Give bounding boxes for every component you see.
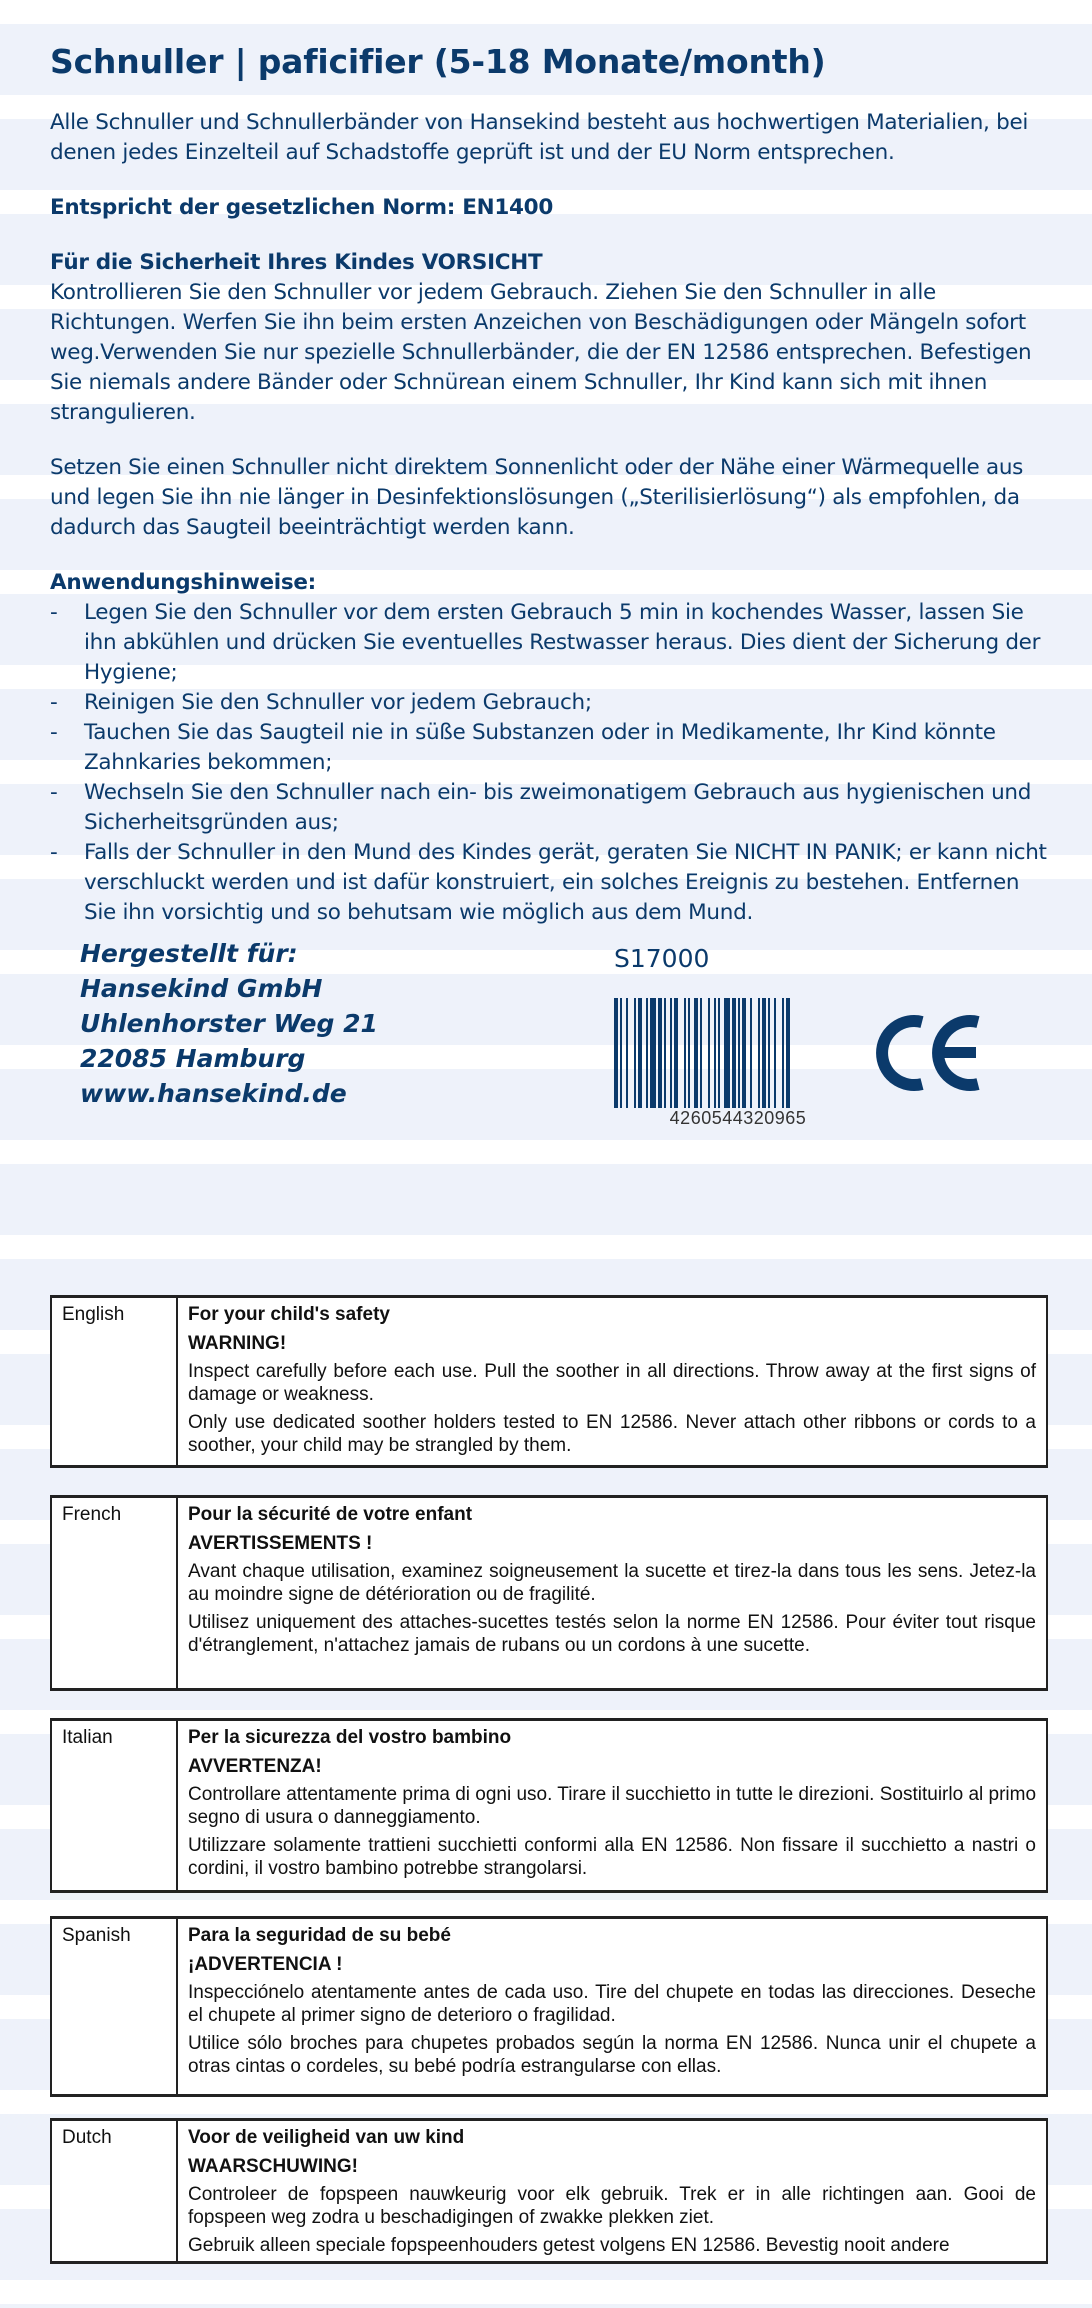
website-link[interactable]: www.hansekind.de (80, 1079, 347, 1108)
language-label: French (52, 1498, 178, 1688)
sunlight-text: Setzen Sie einen Schnuller nicht direktem Sonnenlicht oder der Nähe einer Wärmequelle aus und legen Sie ihn nie länger in Desinfektionslösungen („Sterilisierlösung“) als empfohlen, da dadurch das Saugteil beeinträchtigt werden kann. (50, 455, 1024, 540)
intro-text: Alle Schnuller und Schnullerbänder von Hansekind besteht aus hochwertigen Materialien, bei denen jedes Einzelteil auf Schadstoffe geprüft ist und der EU Norm entsprechen. (50, 110, 1029, 165)
warning-paragraph: Inspecciónelo atentamente antes de cada uso. Tire del chupete en todas las direcciones. Deseche el chupete al primer signo de deterioro o fragilidad. (188, 1982, 1036, 2026)
usage-list (50, 598, 1050, 928)
ce-mark-icon (876, 1012, 982, 1094)
warning-paragraph: Controleer de fopspeen nauwkeurig voor elk gebruik. Trek er in alle richtingen aan. Gooi de fopspeen weg zodra u beschadigingen of zwakke plekken ziet. (188, 2184, 1036, 2228)
translation-heading: Para la seguridad de su bebé (188, 1925, 451, 1946)
usage-heading: Anwendungshinweise: (50, 570, 316, 595)
street-address: Uhlenhorster Weg 21 (80, 1009, 378, 1038)
translation-text (178, 1721, 1046, 1890)
safety-heading: Für die Sicherheit Ihres Kindes VORSICHT (50, 250, 543, 275)
warning-paragraph: Gebruik alleen speciale fopspeenhouders getest volgens EN 12586. Bevestig nooit andere (188, 2235, 950, 2256)
safety-text: Kontrollieren Sie den Schnuller vor jedem Gebrauch. Ziehen Sie den Schnuller in alle Richtungen. Werfen Sie ihn beim ersten Anzeichen von Beschädigungen oder Mängeln sofort weg.Verwenden Sie nur spezielle Schnullerbänder, die der EN 12586 entsprechen. Befestigen Sie niemals andere Bänder oder Schnürean einem Schnuller, Ihr Kind kann sich mit ihnen strangulieren. (50, 280, 1032, 425)
translation-table-english (50, 1295, 1048, 1468)
language-label: English (52, 1298, 178, 1465)
warning-label: AVERTISSEMENTS ! (188, 1533, 373, 1554)
translation-text (178, 1919, 1046, 2094)
german-instructions (50, 40, 1050, 928)
norm-statement: Entspricht der gesetzlichen Norm: EN1400 (50, 195, 553, 220)
barcode-number: 4260544320965 (669, 1108, 807, 1128)
list-item: - Reinigen Sie den Schnuller vor jedem Gebrauch; (50, 690, 592, 715)
translation-heading: Voor de veiligheid van uw kind (188, 2127, 465, 2148)
list-item: - Legen Sie den Schnuller vor dem ersten Gebrauch 5 min in kochendes Wasser, lassen Sie ihn abkühlen und drücken Sie eventuelles Restwasser heraus. Dies dient der Sicherung der Hygiene; (50, 600, 1041, 685)
page-title: Schnuller | paficifier (5-18 Monate/month) (50, 42, 826, 81)
list-item: - Falls der Schnuller in den Mund des Kindes gerät, geraten Sie NICHT IN PANIK; er kann nicht verschluckt werden und ist dafür konstruiert, ein solches Ereignis zu bestehen. Entfernen Sie ihn vorsichtig und so behutsam wie möglich aus dem Mund. (50, 840, 1047, 925)
safety-block (50, 248, 1050, 428)
language-label: Spanish (52, 1919, 178, 2094)
warning-paragraph: Inspect carefully before each use. Pull the soother in all directions. Throw away at the first signs of damage or weakness. (188, 1361, 1036, 1405)
warning-paragraph: Controllare attentamente prima di ogni uso. Tirare il succhietto in tutte le direzioni. Sostituirlo al primo segno di usura o danneggiamento. (188, 1784, 1037, 1828)
list-item: - Wechseln Sie den Schnuller nach ein- bis zweimonatigem Gebrauch aus hygienischen und Sicherheitsgründen aus; (50, 780, 1032, 835)
city-address: 22085 Hamburg (80, 1044, 306, 1073)
list-item: - Tauchen Sie das Saugteil nie in süße Substanzen oder in Medikamente, Ihr Kind könnte Zahnkaries bekommen; (50, 720, 996, 775)
warning-label: WAARSCHUWING! (188, 2156, 358, 2177)
product-sku: S17000 (614, 944, 710, 973)
translation-table-italian (50, 1718, 1048, 1893)
translation-heading: Per la sicurezza del vostro bambino (188, 1727, 512, 1748)
translation-table-french (50, 1495, 1048, 1691)
translation-heading: Pour la sécurité de votre enfant (188, 1504, 473, 1525)
warning-paragraph: Utilisez uniquement des attaches-sucettes testés selon la norme EN 12586. Pour éviter tout risque d'étranglement, n'attachez jamais de rubans ou un cordons à une sucette. (188, 1612, 1036, 1656)
manufacturer-block (80, 936, 378, 1111)
translation-table-spanish (50, 1916, 1048, 2097)
translation-table-dutch (50, 2118, 1048, 2264)
company-name: Hansekind GmbH (80, 974, 323, 1003)
barcode-icon (614, 998, 862, 1108)
translation-text (178, 1498, 1046, 1688)
translation-text (178, 2121, 1046, 2261)
translation-heading: For your child's safety (188, 1304, 390, 1325)
warning-label: AVVERTENZA! (188, 1756, 322, 1777)
warning-label: ¡ADVERTENCIA ! (188, 1954, 343, 1975)
translation-text (178, 1298, 1046, 1465)
warning-paragraph: Only use dedicated soother holders tested to EN 12586. Never attach other ribbons or cords to a soother, your child may be strangled by them. (188, 1412, 1036, 1456)
language-label: Italian (52, 1721, 178, 1890)
warning-label: WARNING! (188, 1333, 287, 1354)
warning-paragraph: Avant chaque utilisation, examinez soigneusement la sucette et tirez-la dans tous les sens. Jetez-la au moindre signe de détérioration ou de fragilité. (188, 1561, 1036, 1605)
warning-paragraph: Utilizzare solamente trattieni succhietti conformi alla EN 12586. Non fissare il succhietto a nastri o cordini, il vostro bambino potrebbe strangolarsi. (188, 1835, 1036, 1879)
manufacturer-label: Hergestellt für: (80, 939, 298, 968)
language-label: Dutch (52, 2121, 178, 2261)
warning-paragraph: Utilice sólo broches para chupetes probados según la norma EN 12586. Nunca unir el chupete a otras cintas o cordeles, su bebé podría estrangularse con ellas. (188, 2033, 1036, 2077)
